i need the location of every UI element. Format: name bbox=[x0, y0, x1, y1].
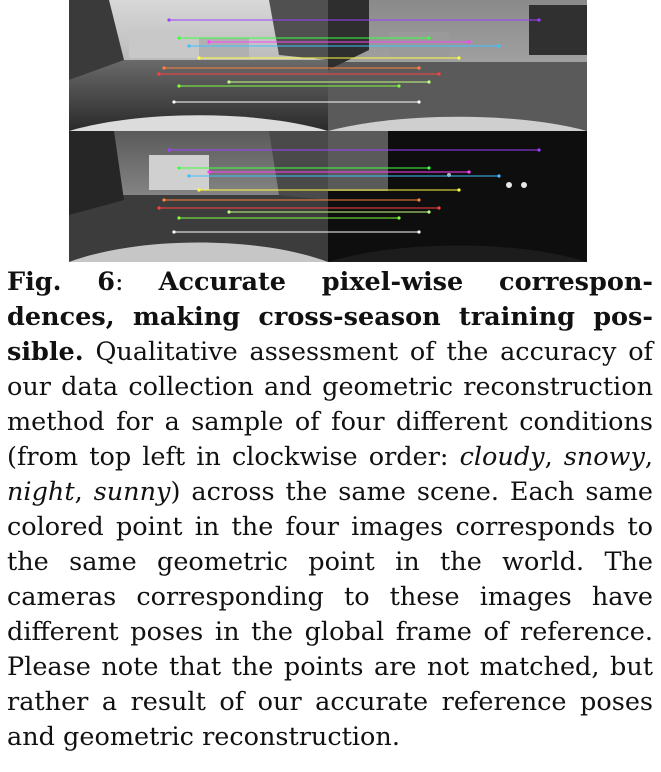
correspondence-point bbox=[157, 72, 160, 75]
correspondence-point bbox=[537, 148, 540, 151]
correspondence-point bbox=[467, 40, 470, 43]
caption-title-b: dences, making cross-season training pos- bbox=[7, 302, 653, 332]
correspondence-point bbox=[157, 206, 160, 209]
correspondence-point bbox=[417, 230, 420, 233]
caption-body-1: Qualitative assessment of the accuracy of our data collection and geometric reconstruction method for a sample of four different conditions (from top left in clockwise order: bbox=[7, 337, 653, 472]
correspondence-point bbox=[497, 44, 500, 47]
correspondence-point bbox=[197, 56, 200, 59]
correspondence-point bbox=[177, 36, 180, 39]
correspondence-point bbox=[397, 216, 400, 219]
correspondence-point bbox=[227, 80, 230, 83]
correspondence-point bbox=[177, 84, 180, 87]
correspondence-point bbox=[437, 72, 440, 75]
caption-label: Fig. 6 bbox=[7, 267, 116, 297]
correspondence-point bbox=[417, 198, 420, 201]
correspondence-point bbox=[207, 170, 210, 173]
figure-correspondence-image bbox=[69, 0, 587, 262]
caption-condition-cloudy: cloudy bbox=[459, 442, 545, 472]
correspondence-point bbox=[497, 174, 500, 177]
correspondence-point bbox=[187, 174, 190, 177]
caption-separator: : bbox=[115, 267, 159, 297]
caption-comma: , bbox=[74, 477, 94, 507]
correspondence-point bbox=[167, 148, 170, 151]
correspondence-point bbox=[427, 80, 430, 83]
correspondence-point bbox=[187, 44, 190, 47]
correspondence-point bbox=[457, 56, 460, 59]
caption-comma: , bbox=[644, 442, 653, 472]
correspondence-point bbox=[417, 66, 420, 69]
correspondence-point bbox=[397, 84, 400, 87]
caption-title-c: sible. bbox=[7, 337, 84, 367]
correspondence-point bbox=[537, 18, 540, 21]
caption-condition-sunny: sunny bbox=[93, 477, 171, 507]
correspondence-point bbox=[167, 18, 170, 21]
correspondence-point bbox=[427, 36, 430, 39]
correspondence-point bbox=[172, 100, 175, 103]
caption-condition-night: night bbox=[7, 477, 75, 507]
correspondence-point bbox=[227, 210, 230, 213]
correspondence-point bbox=[427, 166, 430, 169]
correspondence-point bbox=[162, 66, 165, 69]
correspondence-point bbox=[417, 100, 420, 103]
caption-title-a: Accurate pixel-wise correspon- bbox=[158, 267, 653, 297]
correspondence-point bbox=[172, 230, 175, 233]
panel-night bbox=[328, 131, 587, 262]
correspondence-point bbox=[197, 188, 200, 191]
correspondence-point bbox=[177, 166, 180, 169]
caption-comma: , bbox=[544, 442, 564, 472]
panel-sunny bbox=[69, 131, 328, 262]
caption-condition-snowy: snowy bbox=[563, 442, 645, 472]
correspondence-point bbox=[467, 170, 470, 173]
correspondence-point bbox=[437, 206, 440, 209]
correspondence-point bbox=[427, 210, 430, 213]
correspondence-point bbox=[162, 198, 165, 201]
correspondence-point bbox=[457, 188, 460, 191]
caption-body-2: ) across the same scene. Each same colored point in the four images corresponds to the same geometric point in the world. The cameras corresponding to these images have different poses in the global frame of reference. Please note that the points are not matched, but rather a result of our accurate reference poses and geometric reconstruction. bbox=[7, 477, 653, 752]
correspondence-point bbox=[207, 40, 210, 43]
correspondence-point bbox=[177, 216, 180, 219]
figure-caption bbox=[7, 265, 653, 755]
